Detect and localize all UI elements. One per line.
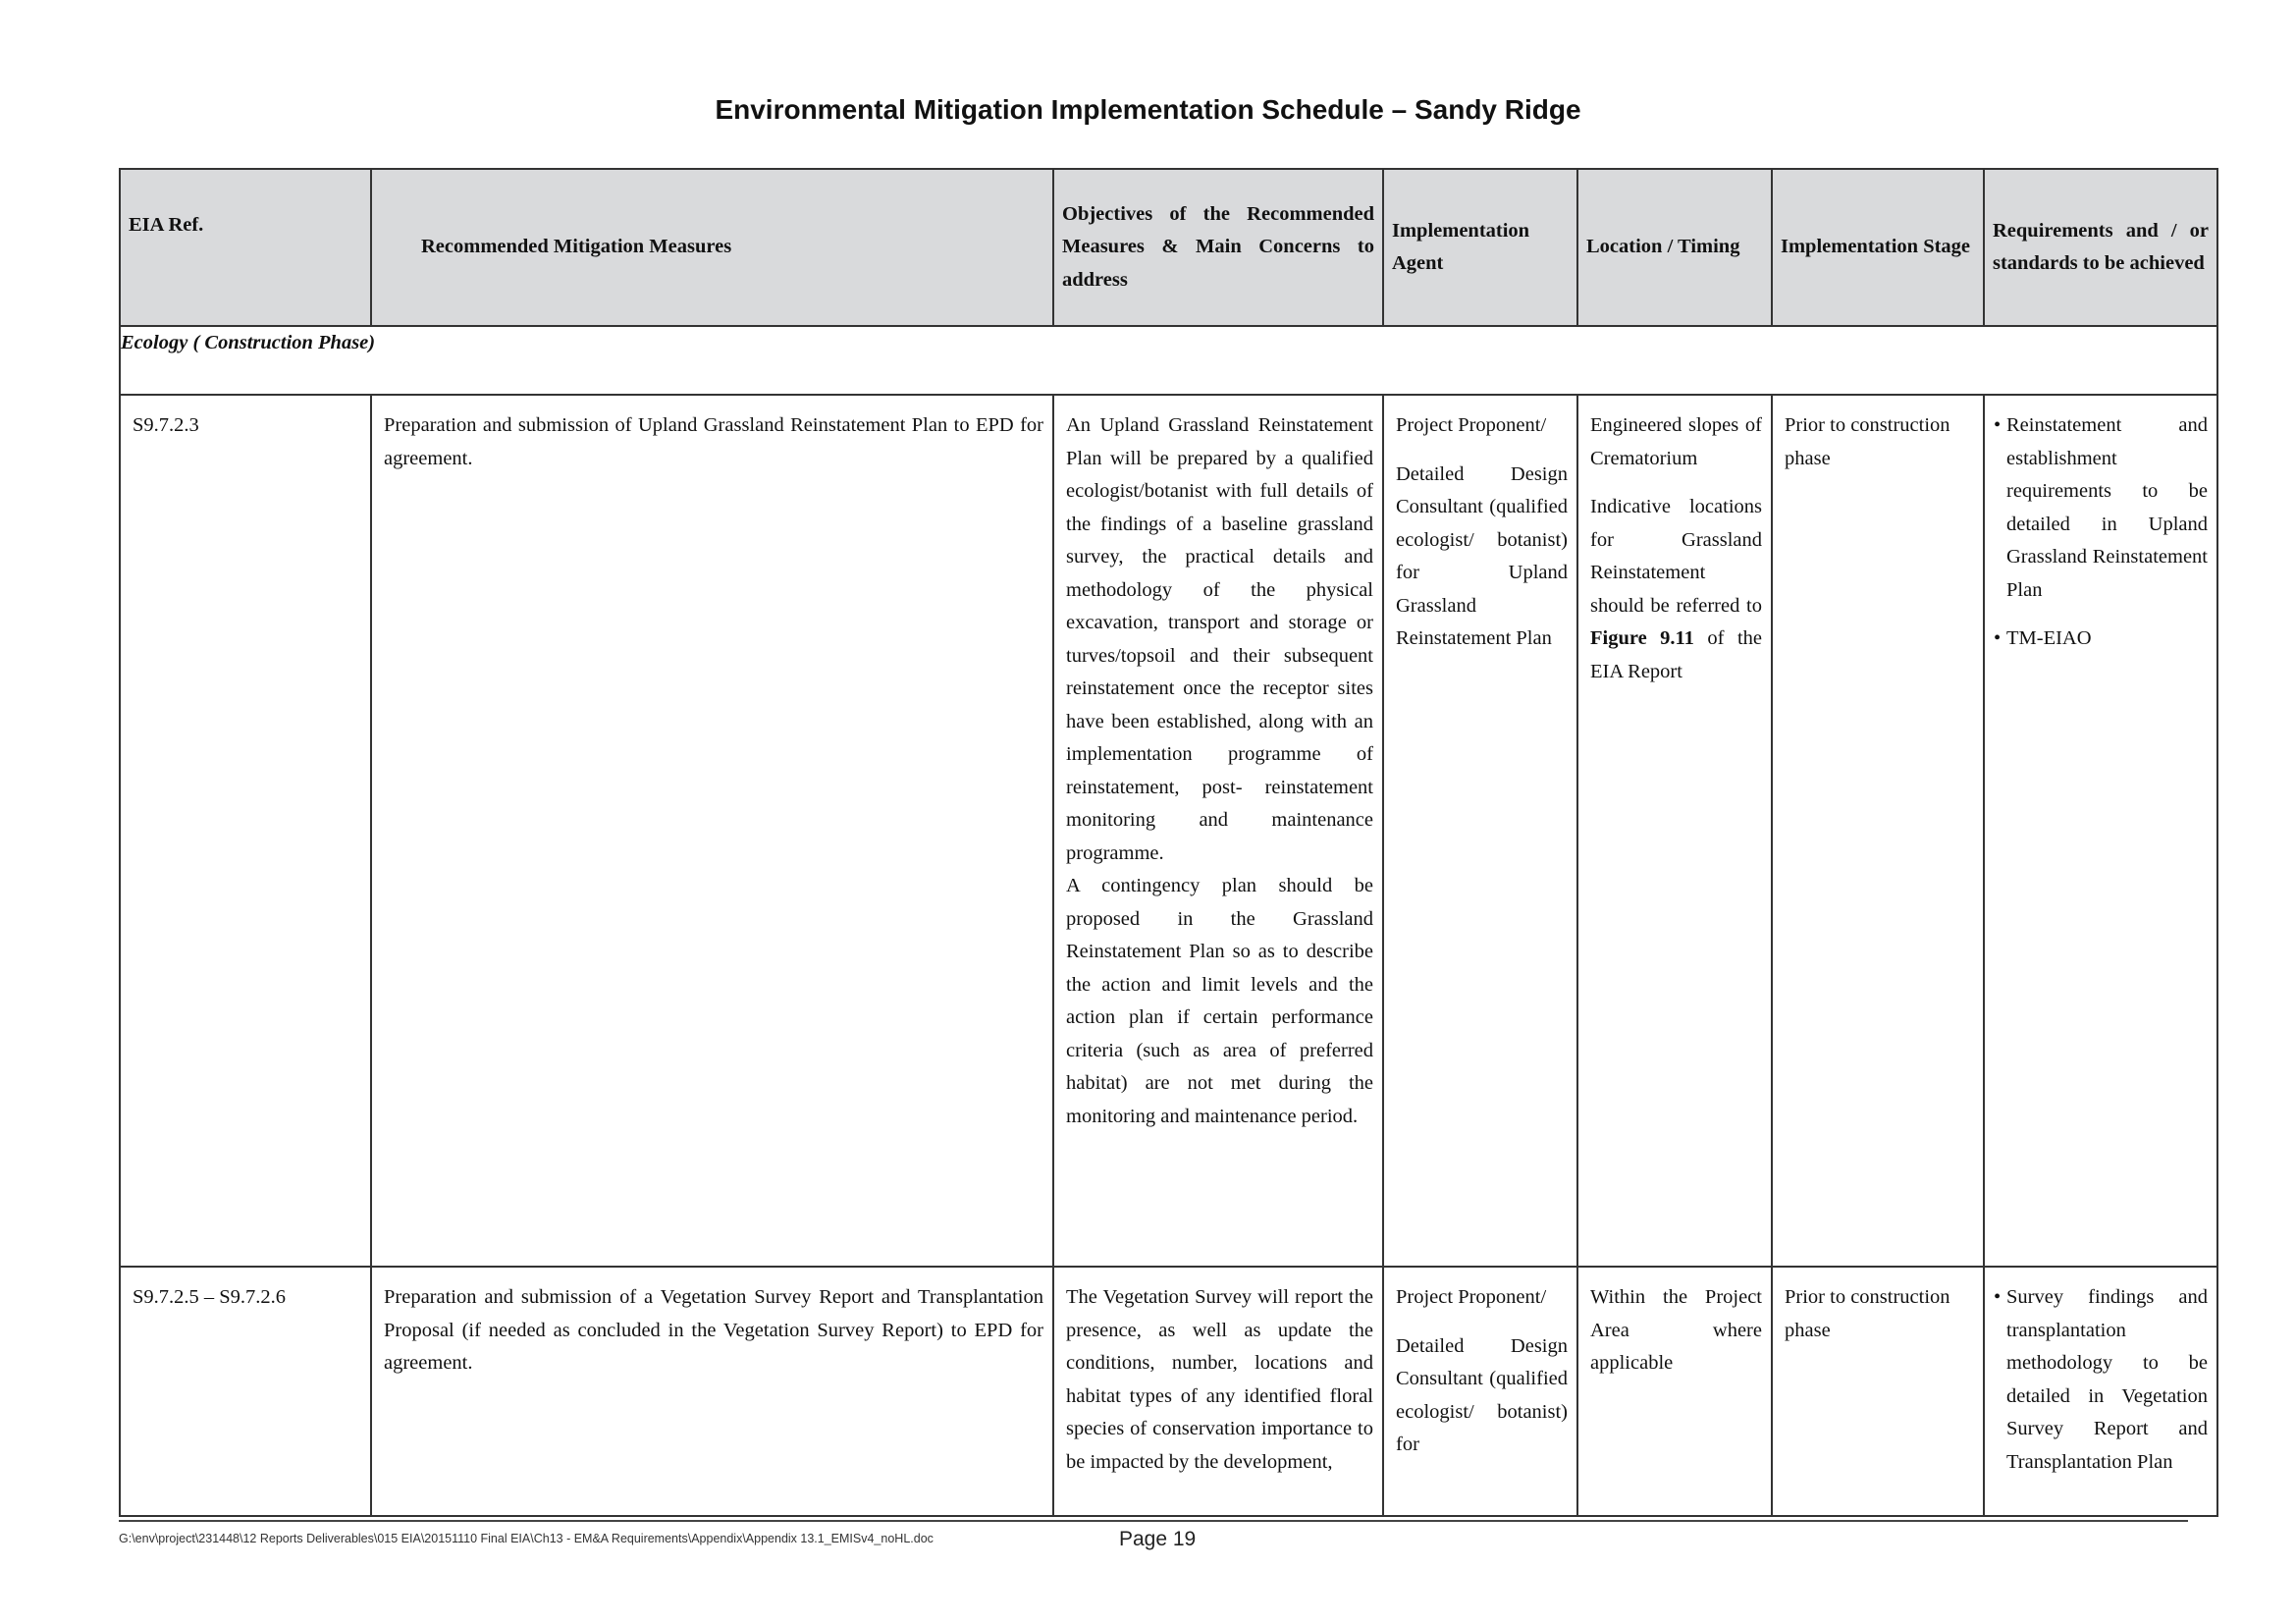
figure-reference: Figure 9.11 [1590, 627, 1694, 649]
objectives-cell [1053, 395, 1383, 1267]
requirement-item: • Survey findings and transplantation methodology to be detailed in Vegetation Survey Report and Transplantation Plan [1994, 1281, 2208, 1479]
location-cell: Within the Project Area where applicable [1577, 1267, 1772, 1516]
agent-cell [1383, 1267, 1577, 1516]
agent-line: Project Proponent/ [1396, 414, 1547, 436]
location-cell [1577, 395, 1772, 1267]
bullet-icon: • [1994, 1286, 2002, 1308]
header-stage: Implementation Stage [1772, 169, 1984, 326]
eia-ref-cell: S9.7.2.5 – S9.7.2.6 [120, 1267, 371, 1516]
header-agent: Implementation Agent [1383, 169, 1577, 326]
page-title: Environmental Mitigation Implementation Schedule – Sandy Ridge [715, 94, 1581, 125]
bullet-icon: • [1994, 414, 2002, 436]
location-line: Engineered slopes of Crematorium [1590, 414, 1762, 469]
section-row [120, 326, 2217, 395]
bullet-icon: • [1994, 627, 2002, 649]
table-row [120, 395, 2217, 1267]
measures-cell: Preparation and submission of a Vegetation Survey Report and Transplantation Proposal (if needed as concluded in the Vegetation Survey Report) to EPD for agreement. [371, 1267, 1053, 1516]
section-heading: Ecology ( Construction Phase) [120, 326, 2217, 395]
stage-cell: Prior to construction phase [1772, 1267, 1984, 1516]
header-objectives: Objectives of the Recommended Measures & Main Concerns to address [1053, 169, 1383, 326]
stage-cell: Prior to construction phase [1772, 395, 1984, 1267]
agent-line: Detailed Design Consultant (qualified ecologist/ botanist) for Upland Grassland Reinstatement Plan [1396, 462, 1568, 649]
header-eia-ref: EIA Ref. [120, 169, 371, 326]
objectives-paragraph: A contingency plan should be proposed in the Grassland Reinstatement Plan so as to describe the action and limit levels and the action plan if certain performance criteria (such as area of preferred habitat) are not met during the monitoring and maintenance period. [1066, 875, 1373, 1127]
agent-cell [1383, 395, 1577, 1267]
objectives-paragraph: An Upland Grassland Reinstatement Plan will be prepared by a qualified ecologist/botanist with full details of the findings of a baseline grassland survey, the practical details and methodology of the physical excavation, transport and storage or turves/topsoil and their subsequent reinstatement once the receptor sites have been established, along with an implementation programme of reinstatement, post- reinstatement monitoring and maintenance programme. [1066, 414, 1373, 864]
eia-ref-cell: S9.7.2.3 [120, 395, 371, 1267]
requirement-item: • TM-EIAO [1994, 623, 2208, 656]
footer-divider [119, 1520, 2188, 1522]
footer-file-path: G:\env\project\231448\12 Reports Deliverables\015 EIA\20151110 Final EIA\Ch13 - EM&A Requirements\Appendix\Appendix 13.1_EMISv4_noHL.doc [119, 1532, 934, 1545]
objectives-paragraph: The Vegetation Survey will report the presence, as well as update the conditions, number, locations and habitat types of any identified floral species of conservation importance to be impacted by the development, [1066, 1286, 1373, 1473]
header-location: Location / Timing [1577, 169, 1772, 326]
objectives-cell [1053, 1267, 1383, 1516]
requirement-item: • Reinstatement and establishment requirements to be detailed in Upland Grassland Reinstatement Plan [1994, 409, 2208, 607]
header-measures: Recommended Mitigation Measures [371, 169, 1053, 326]
page-number: Page 19 [1119, 1528, 1197, 1550]
header-row [120, 169, 2217, 326]
agent-line: Detailed Design Consultant (qualified ecologist/ botanist) for [1396, 1334, 1568, 1455]
measures-cell: Preparation and submission of Upland Grassland Reinstatement Plan to EPD for agreement. [371, 395, 1053, 1267]
mitigation-schedule-table [119, 168, 2218, 1517]
requirements-cell [1984, 395, 2217, 1267]
requirements-cell [1984, 1267, 2217, 1516]
header-requirements: Requirements and / or standards to be achieved [1984, 169, 2217, 326]
agent-line: Project Proponent/ [1396, 1286, 1547, 1308]
location-line: Indicative locations for Grassland Reinstatement should be referred to Figure 9.11 of the EIA Report [1590, 496, 1762, 682]
table-row [120, 1267, 2217, 1516]
